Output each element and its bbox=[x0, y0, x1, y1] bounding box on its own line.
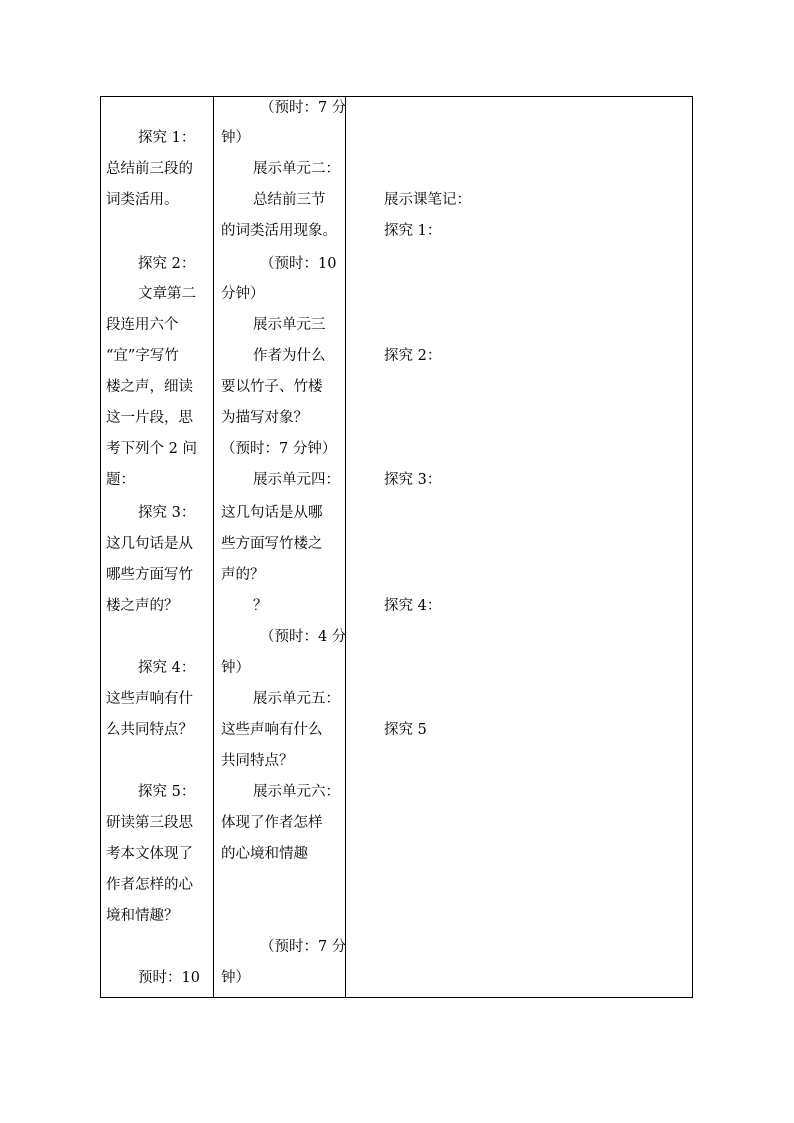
col2-line: 的心境和情趣 bbox=[221, 846, 308, 862]
col3-line: 探究 5 bbox=[384, 722, 427, 738]
col2-line: 展示单元二： bbox=[253, 161, 340, 177]
col1-line: 文章第二 bbox=[138, 286, 196, 302]
col2-line: 钟） bbox=[221, 660, 250, 676]
col2-line: （预时：10 bbox=[260, 256, 337, 272]
col2-line: 些方面写竹楼之 bbox=[221, 536, 323, 552]
col1-line: 题： bbox=[106, 472, 135, 488]
col2-line: 的词类活用现象。 bbox=[221, 223, 337, 239]
col3-line: 探究 1： bbox=[384, 223, 442, 239]
col1-line: 这几句话是从 bbox=[106, 536, 193, 552]
col2-line: 要以竹子、竹楼 bbox=[221, 379, 323, 395]
col2-line: 展示单元六： bbox=[253, 784, 340, 800]
col1-line: 作者怎样的心 bbox=[106, 877, 193, 893]
col1-line: 预时：10 bbox=[138, 970, 200, 986]
col1-line: 这一片段，思 bbox=[106, 410, 193, 426]
col2-line: 体现了作者怎样 bbox=[221, 815, 323, 831]
col2-line: （预时：4 分 bbox=[260, 629, 347, 645]
col2-line: ？ bbox=[253, 598, 268, 614]
col3-line: 探究 3： bbox=[384, 472, 442, 488]
col2-line: 声的？ bbox=[221, 567, 265, 583]
col2-line: 作者为什么 bbox=[253, 348, 326, 364]
column-divider-1 bbox=[213, 97, 214, 997]
col3-line: 探究 2： bbox=[384, 348, 442, 364]
col1-line: 楼之声，细读 bbox=[106, 379, 193, 395]
col2-line: 钟） bbox=[221, 970, 250, 986]
col1-line: 词类活用。 bbox=[106, 192, 179, 208]
col2-line: 展示单元三 bbox=[253, 317, 326, 333]
col2-line: 共同特点？ bbox=[221, 753, 294, 769]
col2-line: 展示单元五： bbox=[253, 691, 340, 707]
col1-line: 探究 2： bbox=[138, 256, 196, 272]
col1-line: 探究 4： bbox=[138, 660, 196, 676]
col2-line: 总结前三节 bbox=[253, 192, 326, 208]
col1-line: 探究 1： bbox=[138, 130, 196, 146]
col1-line: 探究 5： bbox=[138, 784, 196, 800]
col2-line: 钟） bbox=[221, 130, 250, 146]
column-divider-2 bbox=[345, 97, 346, 997]
col2-line: 这几句话是从哪 bbox=[221, 505, 323, 521]
col2-line: 分钟） bbox=[221, 286, 265, 302]
col2-line: 展示单元四： bbox=[253, 472, 340, 488]
col1-line: 研读第三段思 bbox=[106, 815, 193, 831]
col1-line: 考下列个 2 问 bbox=[106, 441, 197, 457]
col1-line: 么共同特点？ bbox=[106, 722, 193, 738]
col2-line: （预时：7 分 bbox=[260, 939, 347, 955]
col2-line: 为描写对象？ bbox=[221, 410, 308, 426]
col1-line: 境和情趣？ bbox=[106, 908, 179, 924]
col1-line: 探究 3： bbox=[138, 505, 196, 521]
col2-line: 这些声响有什么 bbox=[221, 722, 323, 738]
col3-line: 展示课笔记： bbox=[384, 192, 471, 208]
col1-line: 这些声响有什 bbox=[106, 691, 193, 707]
col1-line: 段连用六个 bbox=[106, 317, 179, 333]
col2-line: （预时：7 分 bbox=[260, 100, 347, 116]
col1-line: 考本文体现了 bbox=[106, 846, 193, 862]
col1-line: 总结前三段的 bbox=[106, 161, 193, 177]
col1-line: 哪些方面写竹 bbox=[106, 567, 193, 583]
col2-line: （预时：7 分钟） bbox=[221, 441, 337, 457]
col1-line: “宜”字写竹 bbox=[106, 348, 179, 364]
col1-line: 楼之声的？ bbox=[106, 598, 179, 614]
col3-line: 探究 4： bbox=[384, 598, 442, 614]
